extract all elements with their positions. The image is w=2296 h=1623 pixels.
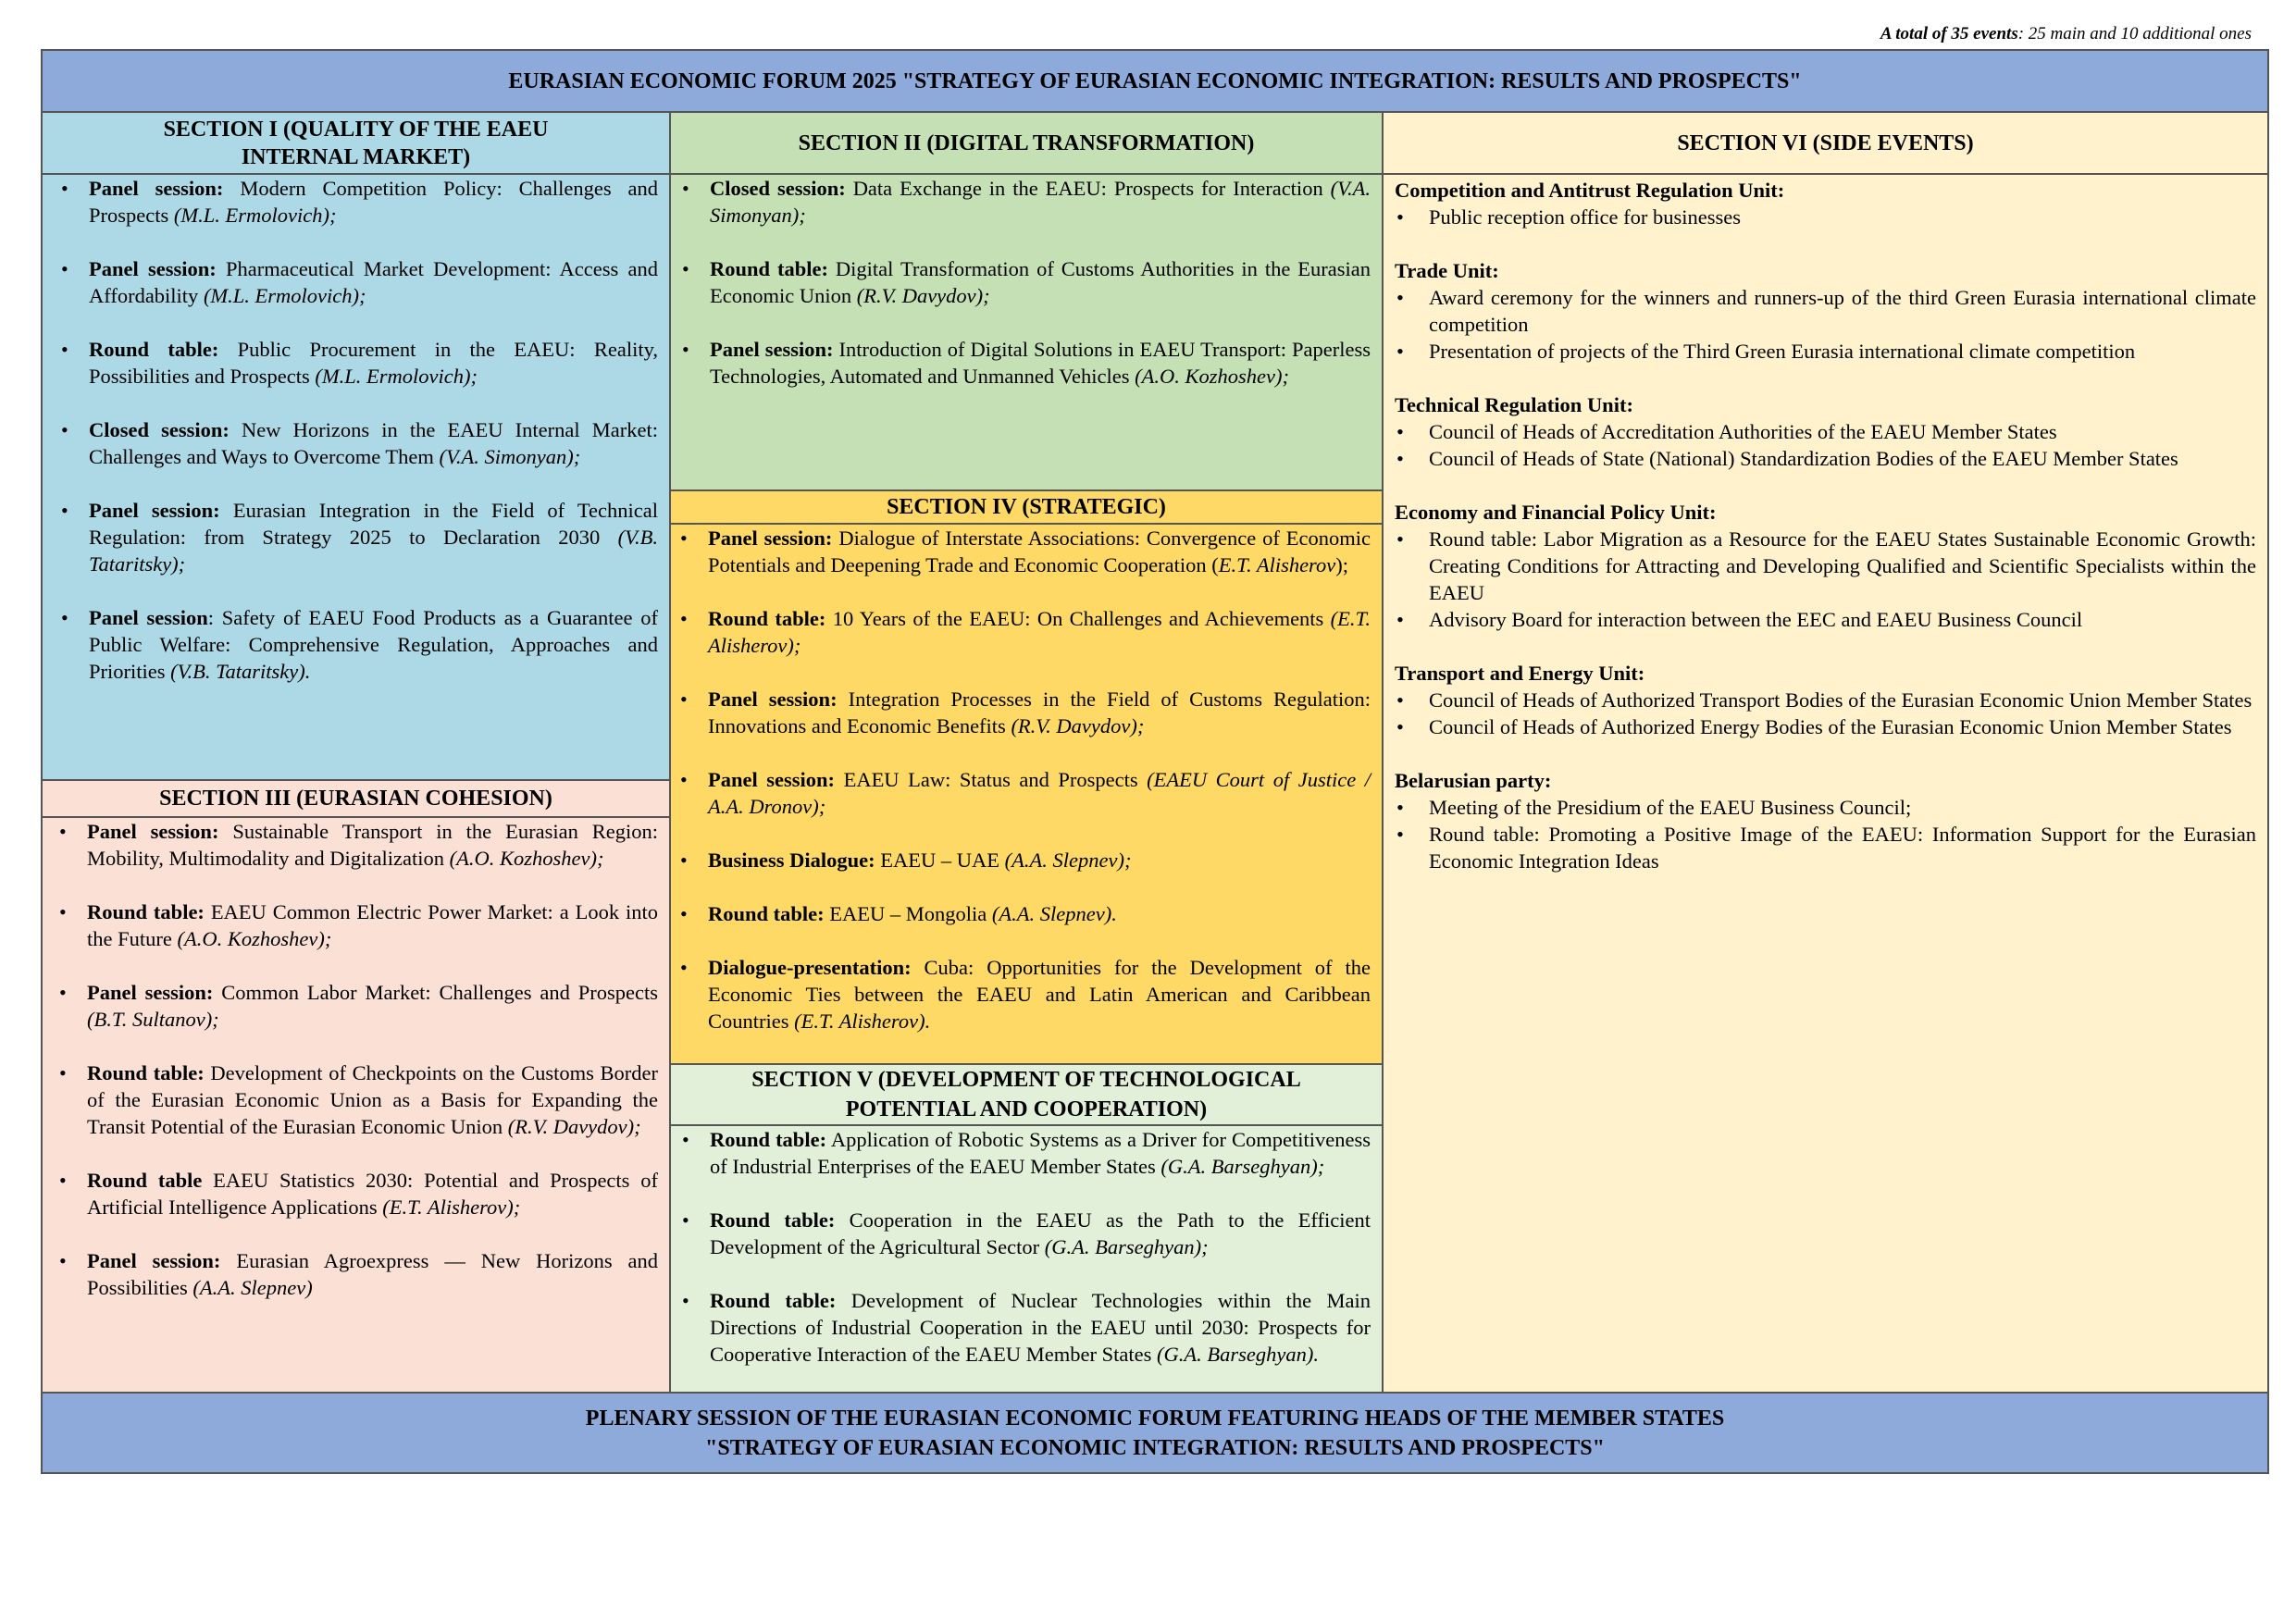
side-event-item: • Council of Heads of Authorized Energy Bodies of the Eurasian Economic Union Member States (1395, 713, 2256, 740)
event-moderator: (V.A. Simonyan); (710, 177, 1371, 227)
event-type: Dialogue-presentation: (708, 956, 912, 979)
event-moderator: (A.O. Kozhoshev); (449, 847, 604, 870)
event-moderator: (B.T. Sultanov); (87, 1008, 219, 1031)
section-4 (671, 489, 1382, 1063)
section-1-event-list (43, 175, 669, 685)
side-event-item: • Round table: Promoting a Positive Image of the EAEU: Information Support for the Eurasian Economic Integration Ideas (1395, 821, 2256, 874)
event-type: Round table: (89, 338, 219, 361)
event-type: Round table: (708, 902, 825, 925)
event-item (52, 497, 658, 577)
event-title: EAEU – UAE (875, 849, 1005, 872)
event-type: Round table (87, 1169, 203, 1192)
event-item (673, 1207, 1371, 1260)
event-type: Panel session: (89, 177, 224, 200)
event-item (671, 766, 1371, 820)
event-moderator: (V.A. Simonyan); (439, 445, 581, 468)
unit-event-list (1395, 687, 2256, 740)
event-item (673, 1287, 1371, 1368)
event-title: Digital Transformation of Customs Authorities in the Eurasian Economic Union (710, 257, 1371, 307)
unit-event-list (1395, 418, 2256, 472)
event-item (673, 336, 1371, 390)
plenary-line2: "STRATEGY OF EURASIAN ECONOMIC INTEGRATION: RESULTS AND PROSPECTS" (705, 1435, 1605, 1460)
side-event-item: • Award ceremony for the winners and runners-up of the third Green Eurasia international climate competition (1395, 284, 2256, 338)
event-type: Panel session: (87, 1249, 221, 1272)
event-type: Round table: (87, 1061, 205, 1084)
event-type: Round table: (710, 1128, 827, 1151)
unit-event-list (1395, 794, 2256, 874)
event-type: Closed session: (89, 418, 230, 441)
event-title: Application of Robotic Systems as a Driver for Competitiveness of Industrial Enterprises of the EAEU Member States (710, 1128, 1371, 1178)
event-suffix: ); (1335, 553, 1348, 576)
event-item (50, 979, 658, 1033)
section-1 (43, 113, 669, 779)
event-moderator: (R.V. Davydov); (1011, 714, 1145, 737)
event-title: New Horizons in the EAEU Internal Market: Challenges and Ways to Overcome Them (89, 418, 658, 468)
side-event-item: • Advisory Board for interaction between the EEC and EAEU Business Council (1395, 606, 2256, 633)
event-title: Development of Checkpoints on the Customs Border of the Eurasian Economic Union as a Basis for Expanding the Transit Potential of the Eurasian Economic Union (87, 1061, 658, 1138)
section-3-title: SECTION III (EURASIAN COHESION) (43, 781, 669, 818)
section-1-title (43, 113, 669, 175)
section-6 (1384, 113, 2267, 1392)
event-moderator: (A.O. Kozhoshev); (1135, 365, 1289, 388)
section-5-event-list (671, 1126, 1382, 1368)
event-type: Round table: (710, 257, 828, 280)
event-item (673, 255, 1371, 309)
section-2-title: SECTION II (DIGITAL TRANSFORMATION) (671, 113, 1382, 175)
event-moderator: (R.V. Davydov); (507, 1115, 641, 1138)
section-6-units (1384, 175, 2267, 874)
section-1-title-line2: INTERNAL MARKET) (241, 144, 471, 169)
event-title: Sustainable Transport in the Eurasian Region: Mobility, Multimodality and Digitalization (87, 820, 658, 870)
event-title: Eurasian Agroexpress — New Horizons and Possibilities (87, 1249, 658, 1299)
section-5 (671, 1063, 1382, 1392)
event-type: Panel session: (87, 820, 219, 843)
event-title: EAEU Law: Status and Prospects (835, 768, 1148, 791)
unit-event-list (1395, 204, 2256, 230)
event-moderator: E.T. Alisherov (1218, 553, 1336, 576)
event-item (50, 1059, 658, 1140)
event-moderator: (A.A. Slepnev). (991, 902, 1117, 925)
event-title: Introduction of Digital Solutions in EAEU Transport: Paperless Technologies, Automated and Unmanned Vehicles (710, 338, 1371, 388)
unit-heading: Trade Unit: (1395, 259, 1499, 282)
event-item (50, 1247, 658, 1301)
event-moderator: (E.T. Alisherov); (382, 1196, 521, 1219)
event-moderator: (R.V. Davydov); (856, 284, 990, 307)
plenary-line1: PLENARY SESSION OF THE EURASIAN ECONOMIC FORUM FEATURING HEADS OF THE MEMBER STATES (585, 1406, 1725, 1431)
event-type: Panel session: (87, 981, 214, 1004)
event-type: Round table: (708, 607, 826, 630)
event-moderator: (V.B. Tataritsky). (170, 660, 311, 683)
event-type: Panel session: (708, 527, 833, 550)
event-moderator: (M.L. Ermolovich); (173, 204, 337, 227)
event-item (671, 954, 1371, 1035)
section-5-title-line2: POTENTIAL AND COOPERATION) (845, 1097, 1208, 1121)
event-moderator: (G.A. Barseghyan). (1156, 1343, 1319, 1366)
event-title: Eurasian Integration in the Field of Technical Regulation: from Strategy 2025 to Declaration 2030 (89, 499, 658, 549)
event-item (52, 336, 658, 390)
section-5-title-line1: SECTION V (DEVELOPMENT OF TECHNOLOGICAL (751, 1068, 1301, 1092)
event-type: Panel session: (710, 338, 834, 361)
column-divider-2 (1382, 113, 1384, 1392)
event-type: Round table: (710, 1289, 837, 1312)
event-moderator: (M.L. Ermolovich); (203, 284, 366, 307)
side-event-item: • Council of Heads of Accreditation Authorities of the EAEU Member States (1395, 418, 2256, 445)
event-moderator: (G.A. Barseghyan); (1044, 1235, 1209, 1258)
section-5-title (671, 1065, 1382, 1126)
event-title: Data Exchange in the EAEU: Prospects for Interaction (845, 177, 1331, 200)
unit-heading: Economy and Financial Policy Unit: (1395, 501, 1717, 524)
section-3-event-list (43, 818, 669, 1301)
event-title: Modern Competition Policy: Challenges and Prospects (89, 177, 658, 227)
total-events-rest: : 25 main and 10 additional ones (2017, 24, 2252, 43)
event-item (52, 255, 658, 309)
event-type: Panel session: (708, 688, 838, 711)
event-item (50, 898, 658, 952)
event-type: Round table: (87, 900, 205, 923)
side-event-item: • Public reception office for businesses (1395, 204, 2256, 230)
event-title: EAEU Common Electric Power Market: a Look into the Future (87, 900, 658, 950)
side-event-item: • Council of Heads of State (National) Standardization Bodies of the EAEU Member States (1395, 445, 2256, 472)
event-item (671, 686, 1371, 739)
event-moderator: (A.O. Kozhoshev); (177, 927, 332, 950)
event-title: Integration Processes in the Field of Customs Regulation: Innovations and Economic Benefits (708, 688, 1371, 737)
event-type: Business Dialogue: (708, 849, 875, 872)
section-2-event-list (671, 175, 1382, 390)
event-type: Panel session: (89, 257, 217, 280)
event-title: EAEU Statistics 2030: Potential and Prospects of Artificial Intelligence Applications (87, 1169, 658, 1219)
event-item (52, 416, 658, 470)
unit-heading: Transport and Energy Unit: (1395, 662, 1645, 685)
event-item (673, 175, 1371, 229)
section-4-title: SECTION IV (STRATEGIC) (671, 491, 1382, 525)
event-item (52, 604, 658, 685)
unit-event-list (1395, 284, 2256, 365)
event-item (671, 900, 1371, 927)
unit-heading: Belarusian party: (1395, 769, 1552, 792)
event-title: Public Procurement in the EAEU: Reality, Possibilities and Prospects (89, 338, 659, 388)
event-title: 10 Years of the EAEU: On Challenges and Achievements (825, 607, 1331, 630)
event-moderator: (M.L. Ermolovich); (315, 365, 478, 388)
event-title: Cooperation in the EAEU as the Path to the Efficient Development of the Agricultural Sector (710, 1208, 1371, 1258)
section-2 (671, 113, 1382, 489)
event-title: : Safety of EAEU Food Products as a Guarantee of Public Welfare: Comprehensive Regulation, Approaches and Priorities (89, 606, 658, 683)
event-title: Pharmaceutical Market Development: Access and Affordability (89, 257, 658, 307)
event-type: Panel session (89, 606, 208, 629)
section-4-event-list (671, 525, 1382, 1035)
column-divider-1 (669, 113, 671, 1392)
forum-program-table (41, 49, 2269, 1474)
event-type: Panel session: (89, 499, 220, 522)
event-item (50, 818, 658, 872)
event-moderator: (A.A. Slepnev) (192, 1276, 313, 1299)
event-title: EAEU – Mongolia (824, 902, 992, 925)
unit-event-list (1395, 526, 2256, 633)
event-type: Round table: (710, 1208, 836, 1232)
unit-heading: Competition and Antitrust Regulation Unit: (1395, 179, 1785, 202)
section-6-title: SECTION VI (SIDE EVENTS) (1384, 113, 2267, 175)
event-moderator: (A.A. Slepnev); (1004, 849, 1132, 872)
event-title: Common Labor Market: Challenges and Prospects (213, 981, 658, 1004)
event-item (671, 525, 1371, 578)
side-event-item: • Meeting of the Presidium of the EAEU Business Council; (1395, 794, 2256, 821)
event-item (50, 1167, 658, 1220)
event-title: Cuba: Opportunities for the Development of the Economic Ties between the EAEU and Latin American and Caribbean Countries (708, 956, 1371, 1033)
side-event-item: • Presentation of projects of the Third Green Eurasia international climate competition (1395, 338, 2256, 365)
section-1-title-line1: SECTION I (QUALITY OF THE EAEU (163, 117, 549, 142)
event-moderator: (EAEU Court of Justice / A.A. Dronov); (708, 768, 1371, 818)
plenary-session (43, 1392, 2267, 1472)
event-type: Panel session: (708, 768, 836, 791)
event-moderator: (E.T. Alisherov). (794, 1010, 931, 1033)
total-events-note (1880, 24, 2252, 44)
event-moderator: (G.A. Barseghyan); (1160, 1155, 1325, 1178)
event-title: Dialogue of Interstate Associations: Convergence of Economic Potentials and Deepening Trade and Economic Cooperation ( (708, 527, 1371, 576)
event-item (673, 1126, 1371, 1180)
event-type: Closed session: (710, 177, 846, 200)
event-item (671, 847, 1371, 873)
section-3 (43, 779, 669, 1392)
event-moderator: (E.T. Alisherov); (708, 607, 1371, 657)
event-moderator: (V.B. Tataritsky); (89, 526, 658, 576)
event-title: Development of Nuclear Technologies within the Main Directions of Industrial Cooperation in the EAEU until 2030: Prospects for Cooperative Interaction of the EAEU Member States (710, 1289, 1371, 1366)
unit-heading: Technical Regulation Unit: (1395, 393, 1633, 416)
forum-title: EURASIAN ECONOMIC FORUM 2025 "STRATEGY OF EURASIAN ECONOMIC INTEGRATION: RESULTS AND PROSPECTS" (43, 51, 2267, 113)
event-item (671, 605, 1371, 659)
total-events-bold: A total of 35 events (1880, 24, 2018, 43)
side-event-item: • Round table: Labor Migration as a Resource for the EAEU States Sustainable Economic Growth: Creating Conditions for Attracting and Developing Qualified and Scientific Specialists within the EAEU (1395, 526, 2256, 606)
side-event-item: • Council of Heads of Authorized Transport Bodies of the Eurasian Economic Union Member States (1395, 687, 2256, 713)
event-item (52, 175, 658, 229)
